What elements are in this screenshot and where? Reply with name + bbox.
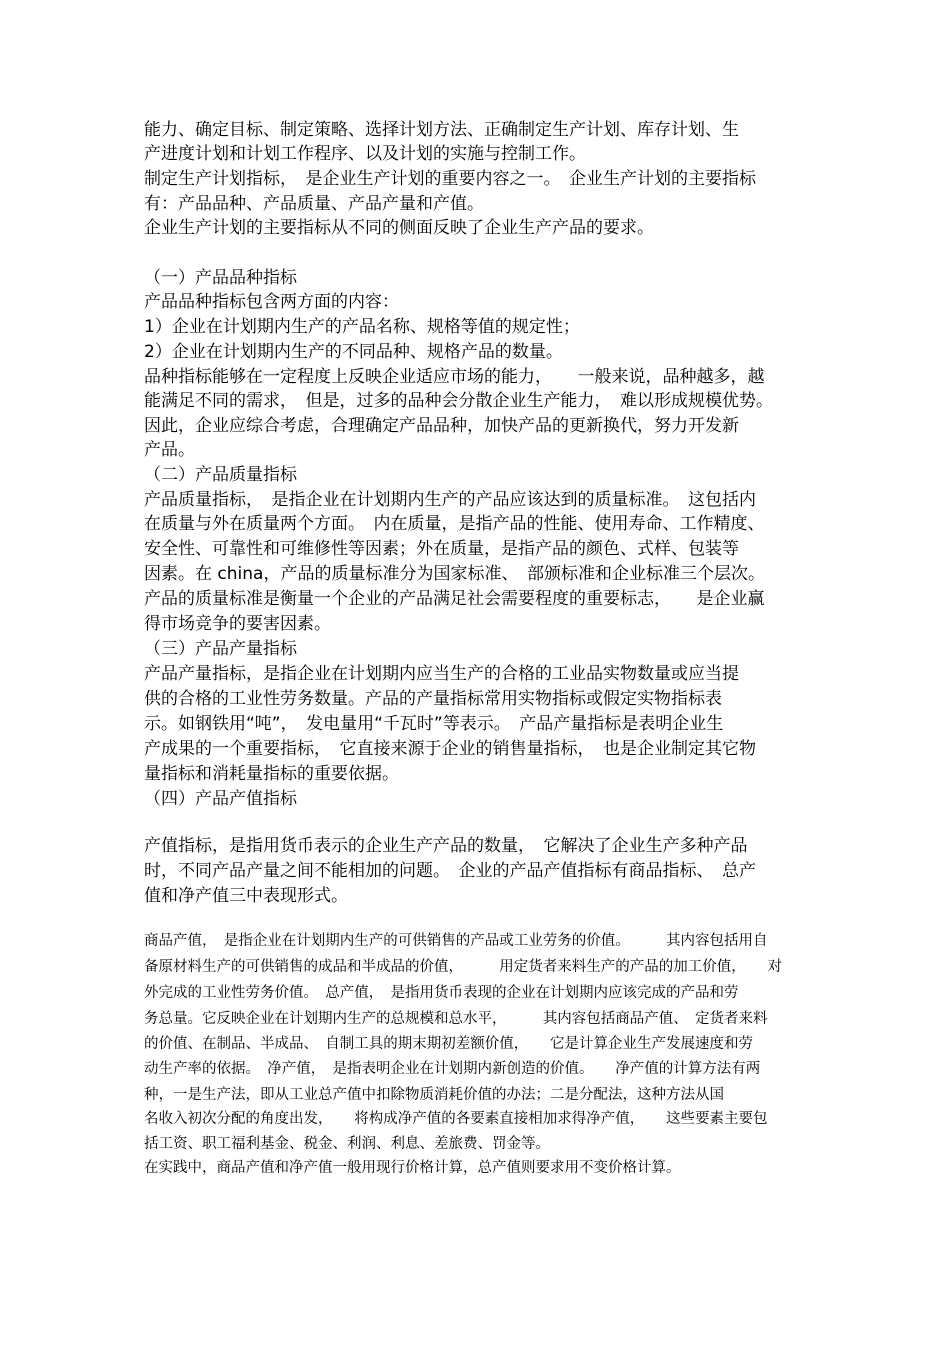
text-line: 量指标和消耗量指标的重要依据。 (144, 764, 399, 784)
text-line: 企业生产计划的主要指标从不同的侧面反映了企业生产产品的要求。 (144, 218, 654, 238)
text-line: 产品。 (144, 440, 195, 460)
section-heading: （四）产品产值指标 (144, 789, 297, 809)
text-line: 因素。在 china，产品的质量标准分为国家标准、 部颁标准和企业标准三个层次。 (144, 564, 765, 584)
small-text-line: 在实践中，商品产值和净产值一般用现行价格计算，总产值则要求用不变价格计算。 (144, 1160, 681, 1176)
text-line: 产进度计划和计划工作程序、以及计划的实施与控制工作。 (144, 144, 586, 164)
text-line: 有：产品品种、产品质量、产品产量和产值。 (144, 194, 484, 214)
small-text-line: 名收入初次分配的角度出发， 将构成净产值的各要素直接相加求得净产值， 这些要素主要包 (144, 1111, 768, 1127)
small-text-line: 务总量。它反映企业在计划期内生产的总规模和总水平， 其内容包括商品产值、 定货者来料 (144, 1011, 768, 1027)
text-line: 产成果的一个重要指标， 它直接来源于企业的销售量指标， 也是企业制定其它物 (144, 739, 756, 759)
text-line: 能满足不同的需求， 但是，过多的品种会分散企业生产能力， 难以形成规模优势。 (144, 391, 773, 411)
text-line: 产品品种指标包含两方面的内容： (144, 292, 399, 312)
text-line: 因此，企业应综合考虑，合理确定产品品种，加快产品的更新换代，努力开发新 (144, 416, 739, 436)
text-line: 能力、确定目标、制定策略、选择计划方法、正确制定生产计划、库存计划、生 (144, 120, 739, 140)
text-line: 产品质量指标， 是指企业在计划期内生产的产品应该达到的质量标准。 这包括内 (144, 490, 756, 510)
small-text-line: 的价值、在制品、半成品、 自制工具的期末期初差额价值， 它是计算企业生产发展速度和劳 (144, 1036, 753, 1052)
text-line: 示。如钢铁用“吨”， 发电量用“千瓦时”等表示。 产品产量指标是表明企业生 (144, 714, 724, 734)
text-line: 值和净产值三中表现形式。 (144, 886, 348, 906)
text-line: 产品的质量标准是衡量一个企业的产品满足社会需要程度的重要标志， 是企业赢 (144, 589, 765, 609)
text-line: 得市场竞争的要害因素。 (144, 614, 331, 634)
small-text-line: 备原材料生产的可供销售的成品和半成品的价值， 用定货者来料生产的产品的加工价值， 对 (144, 959, 782, 975)
text-line: 制定生产计划指标， 是企业生产计划的重要内容之一。 企业生产计划的主要指标 (144, 169, 756, 189)
section-heading: （一）产品品种指标 (144, 268, 297, 288)
text-line: 在质量与外在质量两个方面。 内在质量，是指产品的性能、使用寿命、工作精度、 (144, 514, 765, 534)
small-text-line: 商品产值， 是指企业在计划期内生产的可供销售的产品或工业劳务的价值。 其内容包括用自 (144, 933, 768, 949)
small-text-line: 种，一是生产法，即从工业总产值中扣除物质消耗价值的办法；二是分配法，这种方法从国 (144, 1087, 724, 1103)
section-heading: （二）产品质量指标 (144, 465, 297, 485)
text-line: 供的合格的工业性劳务数量。产品的产量指标常用实物指标或假定实物指标表 (144, 689, 722, 709)
text-line: 品种指标能够在一定程度上反映企业适应市场的能力， 一般来说，品种越多，越 (144, 367, 765, 387)
section-heading: （三）产品产量指标 (144, 639, 297, 659)
small-text-line: 括工资、职工福利基金、税金、利润、利息、差旅费、罚金等。 (144, 1136, 550, 1152)
text-line: 时，不同产品产量之间不能相加的问题。 企业的产品产值指标有商品指标、 总产 (144, 861, 756, 881)
text-line: 产品产量指标，是指企业在计划期内应当生产的合格的工业品实物数量或应当提 (144, 664, 739, 684)
small-text-line: 外完成的工业性劳务价值。 总产值， 是指用货币表现的企业在计划期内应该完成的产品和劳 (144, 985, 739, 1001)
text-line: 2）企业在计划期内生产的不同品种、规格产品的数量。 (144, 342, 563, 362)
small-text-line: 动生产率的依据。 净产值， 是指表明企业在计划期内新创造的价值。 净产值的计算方法有两 (144, 1061, 761, 1077)
text-line: 安全性、可靠性和可维修性等因素；外在质量，是指产品的颜色、式样、包装等 (144, 539, 739, 559)
text-line: 1）企业在计划期内生产的产品名称、规格等值的规定性； (144, 317, 580, 337)
text-line: 产值指标，是指用货币表示的企业生产产品的数量， 它解决了企业生产多种产品 (144, 836, 748, 856)
